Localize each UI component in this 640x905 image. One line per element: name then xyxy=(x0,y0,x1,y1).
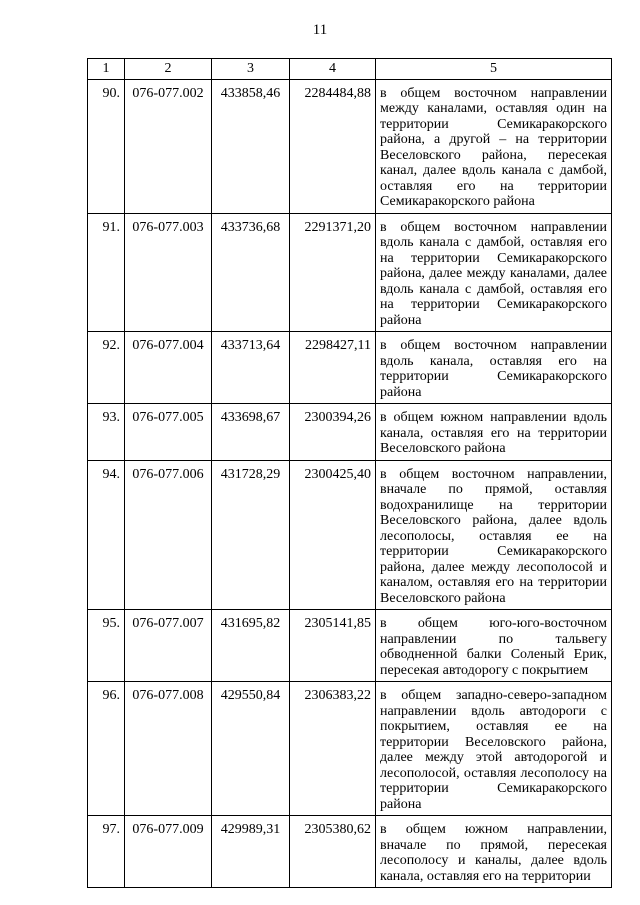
coordinate-x: 431728,29 xyxy=(212,460,290,610)
column-header-5: 5 xyxy=(376,59,612,80)
page-number: 11 xyxy=(312,22,328,38)
row-number: 90. xyxy=(88,79,125,213)
boundary-description: в общем восточном направлении, вначале по прямой, оставляя водохранилище на территории Веселовского района, далее вдоль лесополосы, оставляя ее на территории Семикаракорского района, далее между лесополосой и каналом, оставляя его на территории Веселовского района xyxy=(376,460,612,610)
column-header-1: 1 xyxy=(88,59,125,80)
point-code: 076-077.003 xyxy=(125,213,212,332)
coordinate-y: 2306383,22 xyxy=(290,682,376,816)
table-row xyxy=(88,460,612,610)
row-number: 94. xyxy=(88,460,125,610)
point-code: 076-077.004 xyxy=(125,332,212,404)
boundary-description: в общем восточном направлении вдоль канала, оставляя его на территории Семикаракорского района xyxy=(376,332,612,404)
coordinate-x: 433698,67 xyxy=(212,404,290,461)
coordinate-x: 431695,82 xyxy=(212,610,290,682)
boundary-description: в общем восточном направлении между каналами, оставляя один на территории Семикаракорского района, а другой – на территории Веселовского района, пересекая канал, далее вдоль канала с дамбой, оставляя его на территории Семикаракорского района xyxy=(376,79,612,213)
coordinate-y: 2305141,85 xyxy=(290,610,376,682)
coordinate-x: 429550,84 xyxy=(212,682,290,816)
coordinate-x: 433736,68 xyxy=(212,213,290,332)
coordinate-x: 433713,64 xyxy=(212,332,290,404)
point-code: 076-077.007 xyxy=(125,610,212,682)
table-row xyxy=(88,79,612,213)
table-body xyxy=(88,79,612,888)
coordinate-y: 2305380,62 xyxy=(290,816,376,888)
table-row xyxy=(88,816,612,888)
header-row xyxy=(88,59,612,80)
row-number: 92. xyxy=(88,332,125,404)
point-code: 076-077.002 xyxy=(125,79,212,213)
point-code: 076-077.008 xyxy=(125,682,212,816)
coordinate-y: 2291371,20 xyxy=(290,213,376,332)
boundary-description: в общем западно-северо-западном направлении вдоль автодороги с покрытием, оставляя ее на территории Веселовского района, далее между этой автодорогой и лесополосой, оставляя лесополосу на территории Семикаракорского района xyxy=(376,682,612,816)
point-code: 076-077.009 xyxy=(125,816,212,888)
boundary-description: в общем юго-юго-восточном направлении по тальвегу обводненной балки Соленый Ерик, пересекая автодорогу с покрытием xyxy=(376,610,612,682)
column-header-2: 2 xyxy=(125,59,212,80)
table-row xyxy=(88,404,612,461)
row-number: 95. xyxy=(88,610,125,682)
table-row xyxy=(88,213,612,332)
row-number: 97. xyxy=(88,816,125,888)
point-code: 076-077.005 xyxy=(125,404,212,461)
coordinate-x: 429989,31 xyxy=(212,816,290,888)
coordinate-y: 2300394,26 xyxy=(290,404,376,461)
table-row xyxy=(88,682,612,816)
row-number: 91. xyxy=(88,213,125,332)
coordinate-y: 2298427,11 xyxy=(290,332,376,404)
table-header xyxy=(88,59,612,80)
point-code: 076-077.006 xyxy=(125,460,212,610)
column-header-4: 4 xyxy=(290,59,376,80)
boundary-description: в общем южном направлении вдоль канала, оставляя его на территории Веселовского района xyxy=(376,404,612,461)
boundary-description: в общем южном направлении, вначале по прямой, пересекая лесополосу и каналы, далее вдоль канала, оставляя его на территории xyxy=(376,816,612,888)
row-number: 93. xyxy=(88,404,125,461)
coordinate-y: 2300425,40 xyxy=(290,460,376,610)
coordinate-y: 2284484,88 xyxy=(290,79,376,213)
table-row xyxy=(88,332,612,404)
row-number: 96. xyxy=(88,682,125,816)
column-header-3: 3 xyxy=(212,59,290,80)
table-row xyxy=(88,610,612,682)
boundary-description: в общем восточном направлении вдоль канала с дамбой, оставляя его на территории Семикаракорского района, далее между каналами, далее вдоль канала с дамбой, оставляя его на территории Семикаракорского района xyxy=(376,213,612,332)
coordinate-x: 433858,46 xyxy=(212,79,290,213)
boundary-table xyxy=(87,58,612,888)
